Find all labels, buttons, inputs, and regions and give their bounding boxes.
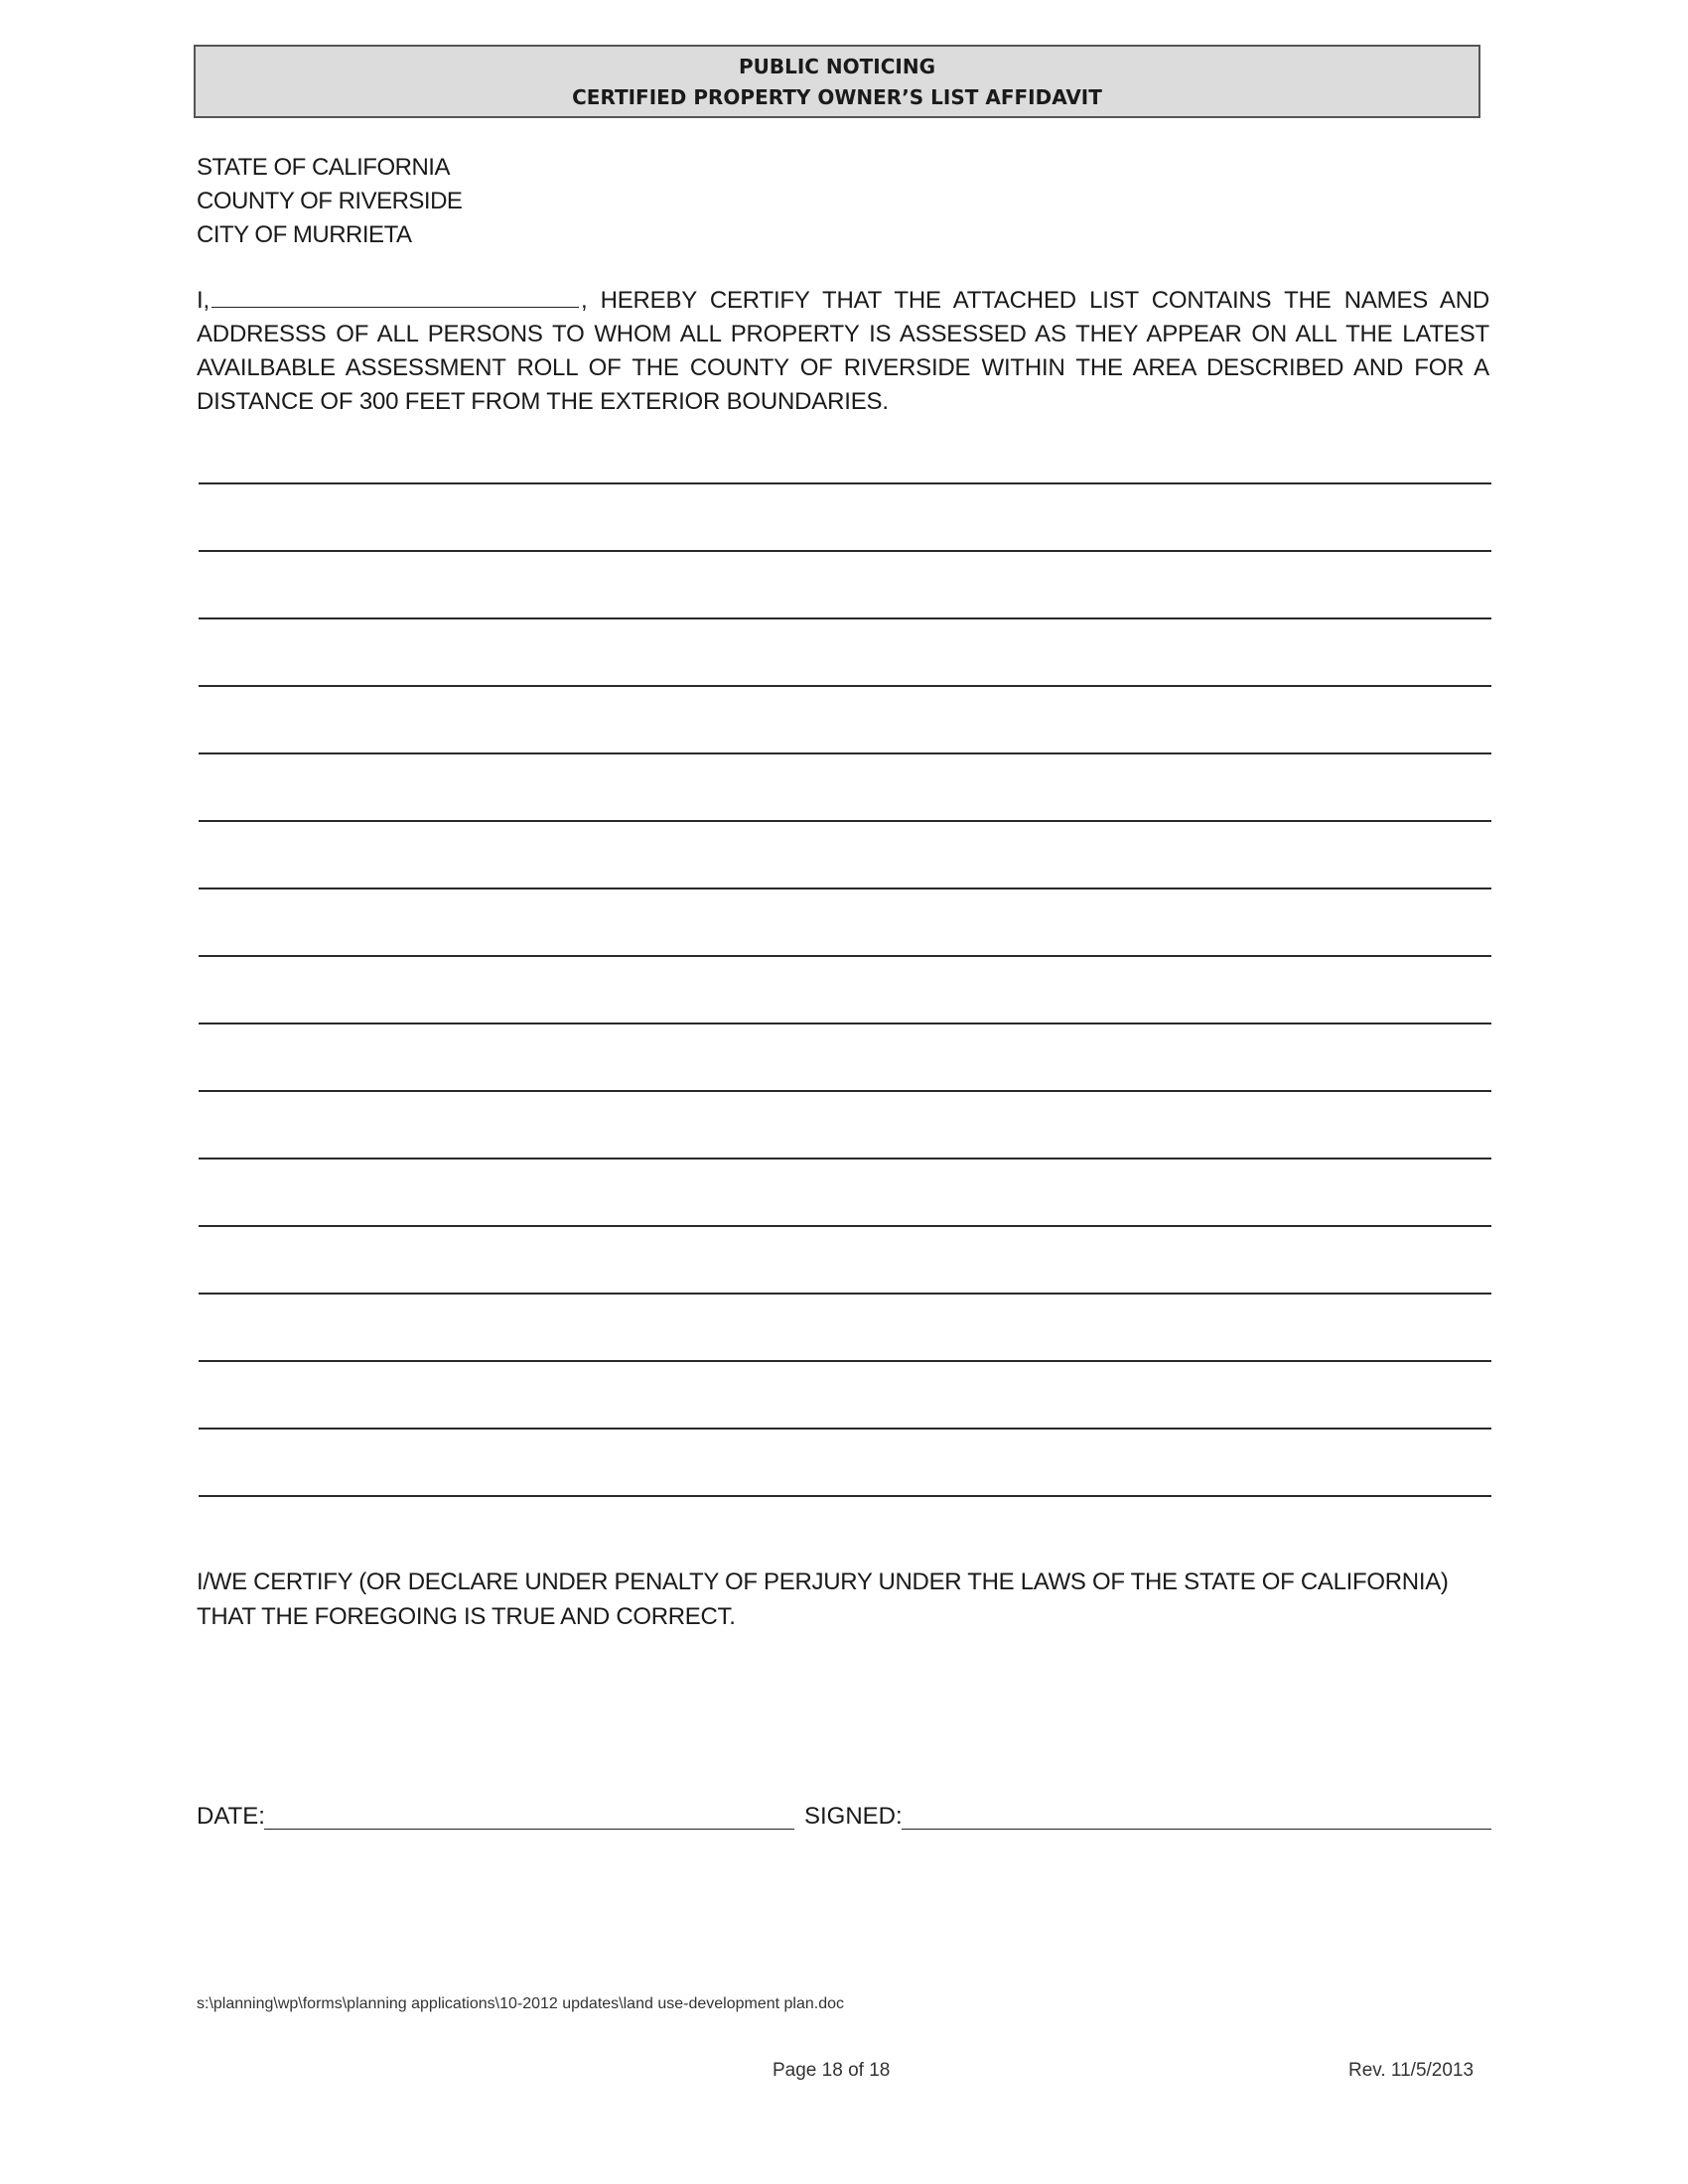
signature-row [197, 1799, 1491, 1835]
list-line[interactable] [199, 552, 1491, 619]
list-line[interactable] [199, 1024, 1491, 1092]
list-line[interactable] [199, 484, 1491, 552]
header-subtitle: CERTIFIED PROPERTY OWNER’S LIST AFFIDAVIT [572, 85, 1102, 109]
list-line[interactable] [199, 1362, 1491, 1430]
declaration-paragraph: I/WE CERTIFY (OR DECLARE UNDER PENALTY OF PERJURY UNDER THE LAWS OF THE STATE OF CALIFORNIA) THAT THE FOREGOING IS TRUE AND CORRECT. [197, 1569, 1449, 1630]
list-line[interactable] [199, 889, 1491, 957]
list-line[interactable] [199, 957, 1491, 1024]
list-line[interactable] [199, 1430, 1491, 1497]
signed-label: SIGNED: [804, 1803, 903, 1830]
state-line: STATE OF CALIFORNIA [197, 154, 450, 181]
list-line[interactable] [199, 754, 1491, 822]
page-number: Page 18 of 18 [773, 2060, 891, 2081]
list-line[interactable] [199, 1295, 1491, 1362]
file-path: s:\planning\wp\forms\planning applications\10-2012 updates\land use-development plan.doc [197, 1995, 844, 2012]
certification-prefix: I, [197, 287, 210, 314]
date-field[interactable] [264, 1829, 794, 1830]
signature-field[interactable] [902, 1829, 1491, 1830]
list-line[interactable] [199, 1227, 1491, 1295]
list-line[interactable] [199, 822, 1491, 889]
county-line: COUNTY OF RIVERSIDE [197, 188, 463, 214]
list-line[interactable] [199, 619, 1491, 687]
header-title: PUBLIC NOTICING [738, 55, 936, 78]
owner-list-lines [199, 482, 1491, 1497]
list-line[interactable] [199, 1160, 1491, 1227]
city-line: CITY OF MURRIETA [197, 221, 412, 248]
revision-date: Rev. 11/5/2013 [1348, 2060, 1475, 2081]
jurisdiction-block [197, 151, 462, 252]
date-label: DATE: [197, 1803, 265, 1830]
certification-text: , HEREBY CERTIFY THAT THE ATTACHED LIST CONTAINS THE NAMES AND ADDRESSS OF ALL PERSONS TO WHOM ALL PROPERTY IS ASSESSED AS THEY APPEAR ON ALL THE LATEST AVAILBABLE ASSESSMENT ROLL OF THE COUNTY OF RIVERSIDE WITHIN THE AREA DESCRIBED AND FOR A DISTANCE OF 300 FEET FROM THE EXTERIOR BOUNDARIES. [197, 287, 1489, 415]
certifier-name-field[interactable] [211, 283, 579, 308]
certification-paragraph [197, 283, 1489, 419]
list-line[interactable] [199, 1092, 1491, 1160]
list-line[interactable] [199, 687, 1491, 754]
form-header [194, 45, 1480, 118]
